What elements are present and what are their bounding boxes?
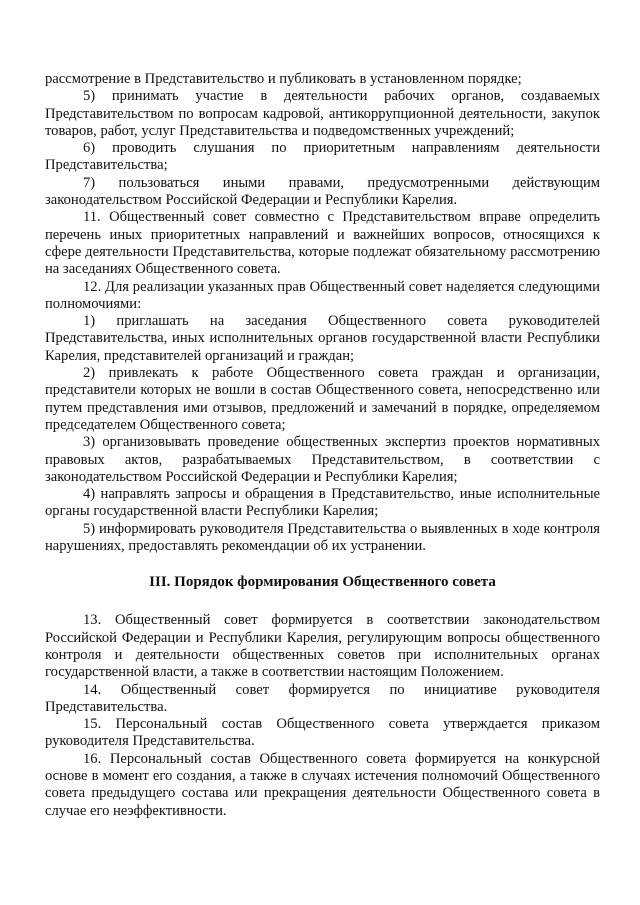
paragraph: 6) проводить слушания по приоритетным направлениям деятельности Представительства; xyxy=(45,140,600,174)
paragraphs-after xyxy=(45,612,600,820)
paragraph: 15. Персональный состав Общественного совета утверждается приказом руководителя Представительства. xyxy=(45,716,600,750)
paragraphs-before xyxy=(45,71,600,555)
paragraph: 5) информировать руководителя Представительства о выявленных в ходе контроля нарушениях, предоставлять рекомендации об их устранении. xyxy=(45,520,600,555)
paragraph: 12. Для реализации указанных прав Общественный совет наделяется следующими полномочиями: xyxy=(45,278,600,312)
paragraph: 2) привлекать к работе Общественного совета граждан и организации, представители которых не вошли в состав Общественного совета, непосредственно или путем представления ими отзывов, предложений и замечаний в порядке, определяемом председателем Общественного совета; xyxy=(45,365,600,433)
paragraph: 16. Персональный состав Общественного совета формируется на конкурсной основе в момент его создания, а также в случаях истечения полномочий Общественного совета предыдущего состава или прекращения деятельности Общественного совета в случае его неэффективности. xyxy=(45,750,600,819)
paragraph: 11. Общественный совет совместно с Представительством вправе определить перечень иных приоритетных направлений и важнейших вопросов, относящихся к сфере деятельности Представительства, которые подлежат обязательному рассмотрению на заседаниях Общественного совета. xyxy=(45,209,600,278)
paragraph: 7) пользоваться иными правами, предусмотренными действующим законодательством Российской Федерации и Республики Карелия. xyxy=(45,174,600,209)
paragraph: 3) организовывать проведение общественных экспертиз проектов нормативных правовых актов, разрабатываемых Представительством, в соответствии с законодательством Российской Федерации и Республики Карелия; xyxy=(45,434,600,485)
section-heading: III. Порядок формирования Общественного совета xyxy=(149,574,496,591)
paragraph: 5) принимать участие в деятельности рабочих органов, создаваемых Представительством по вопросам кадровой, антикоррупционной деятельности, закупок товаров, работ, услуг Представительства и подведомственных учреждений; xyxy=(45,88,600,139)
paragraph: рассмотрение в Представительство и публиковать в установленном порядке; xyxy=(45,71,522,87)
paragraph: 4) направлять запросы и обращения в Представительство, иные исполнительные органы государственной власти Республики Карелия; xyxy=(45,486,600,520)
paragraph: 1) приглашать на заседания Общественного совета руководителей Представительства, иных исполнительных органов государственной власти Республики Карелия, представителей организаций и граждан; xyxy=(45,313,600,364)
paragraph: 13. Общественный совет формируется в соответствии законодательством Российской Федерации и Республики Карелия, регулирующим вопросы общественного контроля и деятельности общественных советов при исполнительных органах государственной власти, а также в соответствии настоящим Положением. xyxy=(45,612,600,681)
paragraph: 14. Общественный совет формируется по инициативе руководителя Представительства. xyxy=(45,681,600,715)
